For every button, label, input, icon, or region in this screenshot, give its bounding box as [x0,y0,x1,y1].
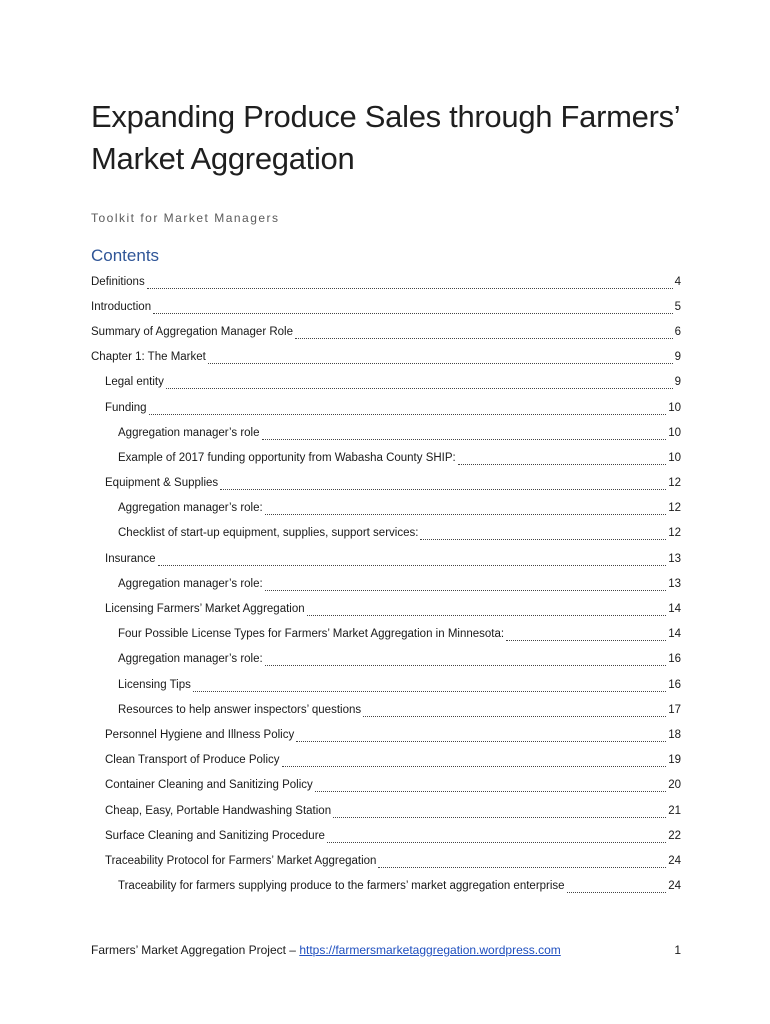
toc-dot-leader [166,388,673,389]
toc-entry-label: Equipment & Supplies [105,477,219,490]
toc-entry-label: Surface Cleaning and Sanitizing Procedure [105,829,325,842]
toc-entry[interactable] [91,294,681,319]
document-title [91,96,691,180]
toc-entry-page-number: 16 [668,678,681,691]
toc-entry[interactable] [91,848,681,873]
toc-entry-label: Licensing Farmers’ Market Aggregation [105,603,305,616]
toc-dot-leader [149,414,667,415]
toc-dot-leader [378,867,666,868]
toc-dot-leader [363,716,666,717]
toc-dot-leader [506,640,666,641]
toc-entry-page-number: 17 [668,703,681,716]
toc-entry-label: Aggregation manager’s role: [118,577,263,590]
toc-entry-page-number: 12 [668,527,681,540]
toc-entry-page-number: 12 [668,477,681,490]
toc-entry-label: Chapter 1: The Market [91,351,206,364]
toc-dot-leader [295,338,673,339]
toc-entry[interactable] [91,798,681,823]
toc-entry-label: Resources to help answer inspectors’ questions [118,703,362,716]
toc-entry-label: Clean Transport of Produce Policy [105,754,280,767]
toc-entry[interactable] [91,571,681,596]
toc-dot-leader [458,464,666,465]
toc-entry-label: Definitions [91,275,145,288]
toc-dot-leader [327,842,666,843]
toc-entry-label: Example of 2017 funding opportunity from Wabasha County SHIP: [118,451,456,464]
toc-dot-leader [265,590,667,591]
toc-dot-leader [193,691,666,692]
toc-entry-label: Container Cleaning and Sanitizing Policy [105,779,313,792]
toc-entry-page-number: 10 [668,426,681,439]
toc-entry-label: Introduction [91,300,152,313]
toc-entry-label: Four Possible License Types for Farmers’ Market Aggregation in Minnesota: [118,628,505,641]
toc-dot-leader [265,514,667,515]
toc-entry[interactable] [91,445,681,470]
toc-entry-label: Funding [105,401,147,414]
toc-entry[interactable] [91,697,681,722]
toc-dot-leader [567,892,667,893]
toc-dot-leader [158,565,667,566]
toc-entry[interactable] [91,647,681,672]
toc-entry-page-number: 14 [668,628,681,641]
toc-entry[interactable] [91,622,681,647]
toc-entry-page-number: 6 [674,325,681,338]
toc-entry[interactable] [91,345,681,370]
toc-entry-label: Aggregation manager’s role: [118,502,263,515]
toc-dot-leader [265,665,667,666]
toc-dot-leader [153,313,672,314]
toc-entry-label: Aggregation manager’s role: [118,653,263,666]
toc-entry[interactable] [91,546,681,571]
toc-entry[interactable] [91,471,681,496]
toc-entry[interactable] [91,596,681,621]
footer-link[interactable]: https://farmersmarketaggregation.wordpress.com [299,943,561,957]
toc-entry[interactable] [91,722,681,747]
toc-entry-page-number: 24 [668,854,681,867]
footer-project [91,943,561,957]
toc-entry-page-number: 10 [668,401,681,414]
toc-entry-page-number: 10 [668,451,681,464]
footer-project-text: Farmers’ Market Aggregation Project – [91,943,300,957]
toc-entry[interactable] [91,496,681,521]
toc-entry[interactable] [91,395,681,420]
toc-dot-leader [220,489,666,490]
toc-entry[interactable] [91,672,681,697]
toc-entry-page-number: 22 [668,829,681,842]
toc-entry-page-number: 9 [674,351,681,364]
toc-entry[interactable] [91,319,681,344]
toc-entry[interactable] [91,874,681,899]
toc-entry-page-number: 13 [668,577,681,590]
toc-entry-label: Summary of Aggregation Manager Role [91,325,293,338]
toc-entry-label: Traceability for farmers supplying produce to the farmers’ market aggregation enterprise [118,880,565,893]
toc-dot-leader [315,791,666,792]
toc-dot-leader [420,539,666,540]
toc-entry-page-number: 5 [674,300,681,313]
toc-entry-label: Personnel Hygiene and Illness Policy [105,728,295,741]
toc-entry[interactable] [91,521,681,546]
toc-entry-label: Aggregation manager’s role [118,426,260,439]
toc-dot-leader [282,766,667,767]
toc-entry-page-number: 19 [668,754,681,767]
toc-dot-leader [296,741,666,742]
table-of-contents [91,269,681,899]
toc-dot-leader [147,288,673,289]
toc-dot-leader [333,817,666,818]
toc-entry[interactable] [91,420,681,445]
toc-entry-label: Traceability Protocol for Farmers’ Market Aggregation [105,854,377,867]
toc-entry-label: Insurance [105,552,156,565]
contents-heading: Contents [91,246,160,265]
toc-entry-label: Licensing Tips [118,678,191,691]
toc-entry-page-number: 9 [674,376,681,389]
toc-entry-label: Checklist of start-up equipment, supplies, support services: [118,527,419,540]
toc-dot-leader [262,439,667,440]
toc-entry[interactable] [91,269,681,294]
toc-entry-page-number: 21 [668,804,681,817]
footer-page-number: 1 [674,943,681,957]
title-line-1: Expanding Produce Sales through Farmers’ [91,99,681,134]
document-subtitle: Toolkit for Market Managers [91,211,280,225]
toc-dot-leader [307,615,667,616]
toc-entry-page-number: 4 [674,275,681,288]
toc-entry-page-number: 13 [668,552,681,565]
toc-entry-page-number: 18 [668,728,681,741]
toc-entry[interactable] [91,773,681,798]
toc-entry-page-number: 14 [668,603,681,616]
toc-entry[interactable] [91,748,681,773]
title-line-2: Market Aggregation [91,141,355,176]
toc-entry-page-number: 16 [668,653,681,666]
toc-entry-page-number: 20 [668,779,681,792]
toc-entry-label: Cheap, Easy, Portable Handwashing Station [105,804,332,817]
toc-dot-leader [208,363,673,364]
toc-entry-page-number: 24 [668,880,681,893]
toc-entry[interactable] [91,823,681,848]
toc-entry-label: Legal entity [105,376,164,389]
toc-entry-page-number: 12 [668,502,681,515]
toc-entry[interactable] [91,370,681,395]
page-footer [91,943,681,957]
